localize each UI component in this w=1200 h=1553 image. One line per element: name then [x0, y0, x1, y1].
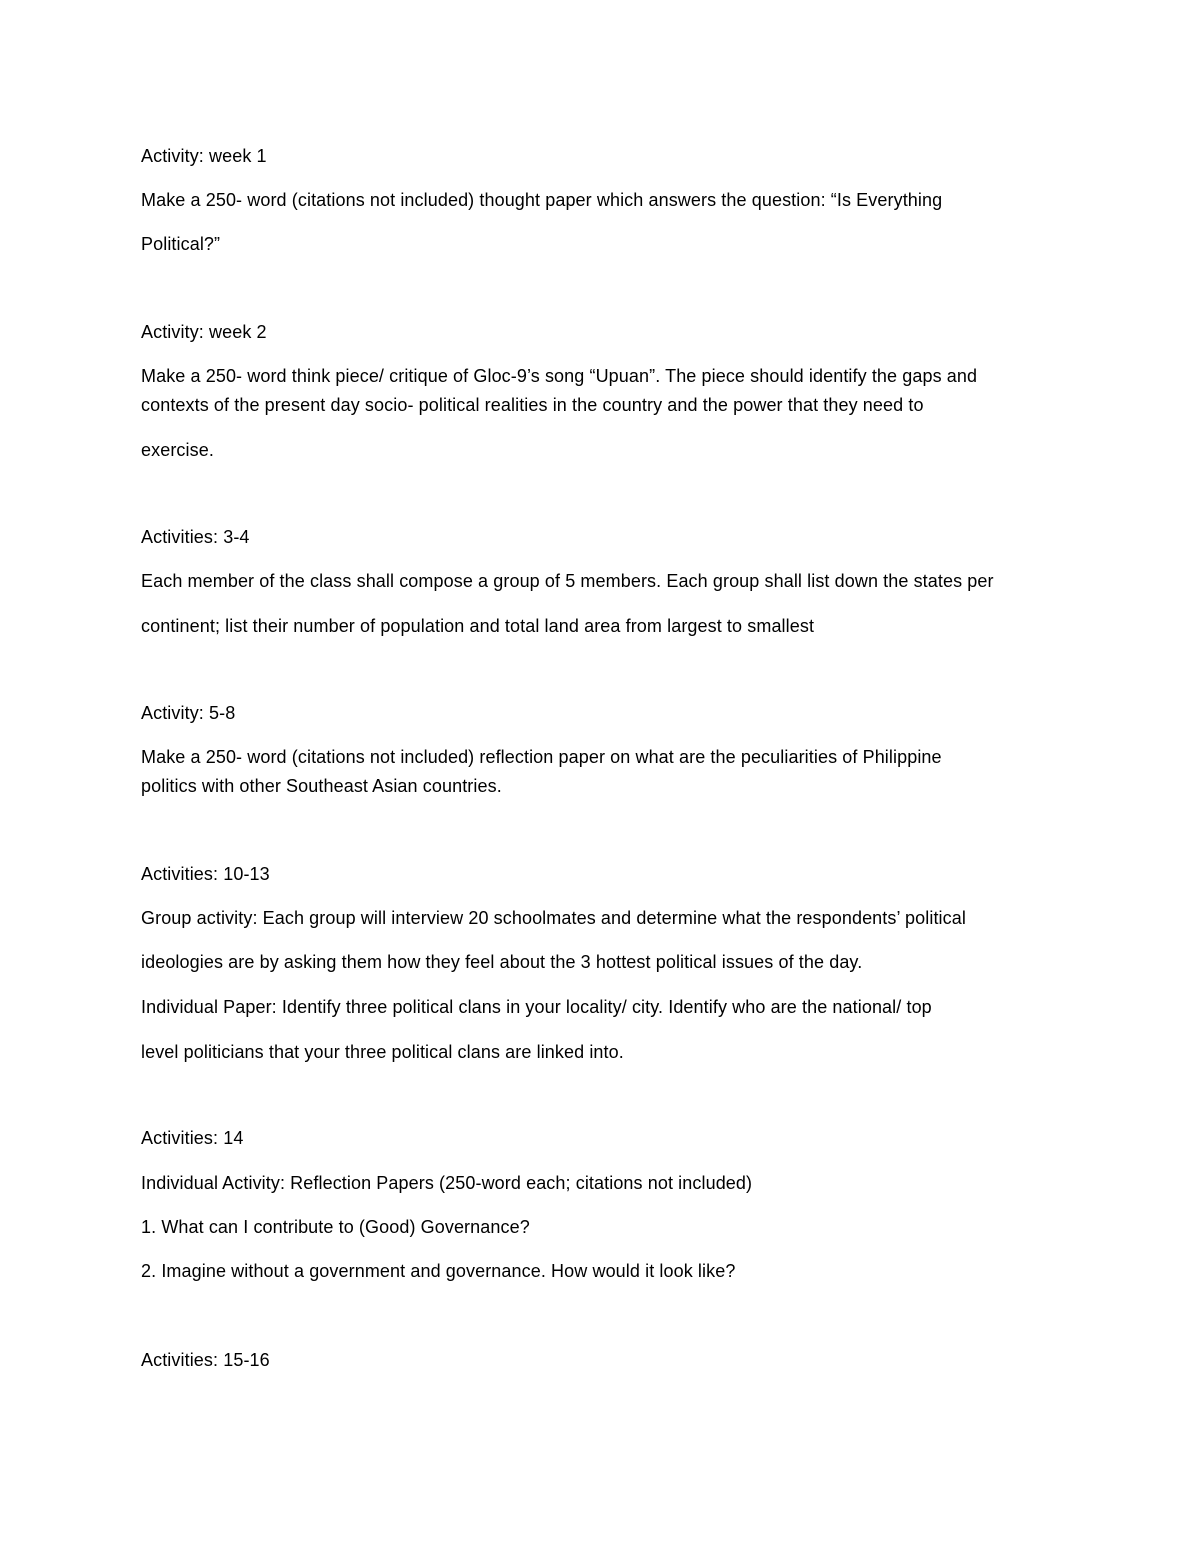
week-1-instruction-line-2: Political?” — [141, 234, 221, 254]
activities-10-13-instruction-line-1: Group activity: Each group will interview 20 schoolmates and determine what the respondents’ political — [141, 908, 966, 928]
activities-10-13-instruction-line-3: Individual Paper: Identify three political clans in your locality/ city. Identify who are the national/ top — [141, 997, 932, 1017]
week-2-instruction-line-1: Make a 250- word think piece/ critique of Gloc-9’s song “Upuan”. The piece should identify the gaps and — [141, 366, 978, 386]
heading-week-2: Activity: week 2 — [141, 322, 267, 342]
heading-activity-5-8: Activity: 5-8 — [141, 703, 236, 723]
activity-5-8-instruction-line-2: politics with other Southeast Asian countries. — [141, 776, 502, 796]
activities-3-4-instruction-line-1: Each member of the class shall compose a group of 5 members. Each group shall list down the states per — [141, 571, 994, 591]
week-1-instruction-line-1: Make a 250- word (citations not included) thought paper which answers the question: “Is Everything — [141, 190, 943, 210]
heading-week-1: Activity: week 1 — [141, 146, 267, 166]
activity-5-8-instruction-line-1: Make a 250- word (citations not included) reflection paper on what are the peculiarities of Philippine — [141, 747, 942, 767]
activities-14-question-1: 1. What can I contribute to (Good) Governance? — [141, 1217, 530, 1237]
week-2-instruction-line-3: exercise. — [141, 440, 214, 460]
activities-10-13-instruction-line-4: level politicians that your three political clans are linked into. — [141, 1042, 624, 1062]
activities-14-instruction-line-1: Individual Activity: Reflection Papers (250-word each; citations not included) — [141, 1173, 753, 1193]
heading-activities-10-13: Activities: 10-13 — [141, 864, 270, 884]
activities-14-question-2: 2. Imagine without a government and governance. How would it look like? — [141, 1261, 736, 1281]
heading-activities-3-4: Activities: 3-4 — [141, 527, 250, 547]
heading-activities-14: Activities: 14 — [141, 1128, 244, 1148]
activities-3-4-instruction-line-2: continent; list their number of population and total land area from largest to smallest — [141, 616, 815, 636]
heading-activities-15-16: Activities: 15-16 — [141, 1350, 270, 1370]
activities-10-13-instruction-line-2: ideologies are by asking them how they feel about the 3 hottest political issues of the day. — [141, 952, 863, 972]
week-2-instruction-line-2: contexts of the present day socio- political realities in the country and the power that they need to — [141, 395, 924, 415]
